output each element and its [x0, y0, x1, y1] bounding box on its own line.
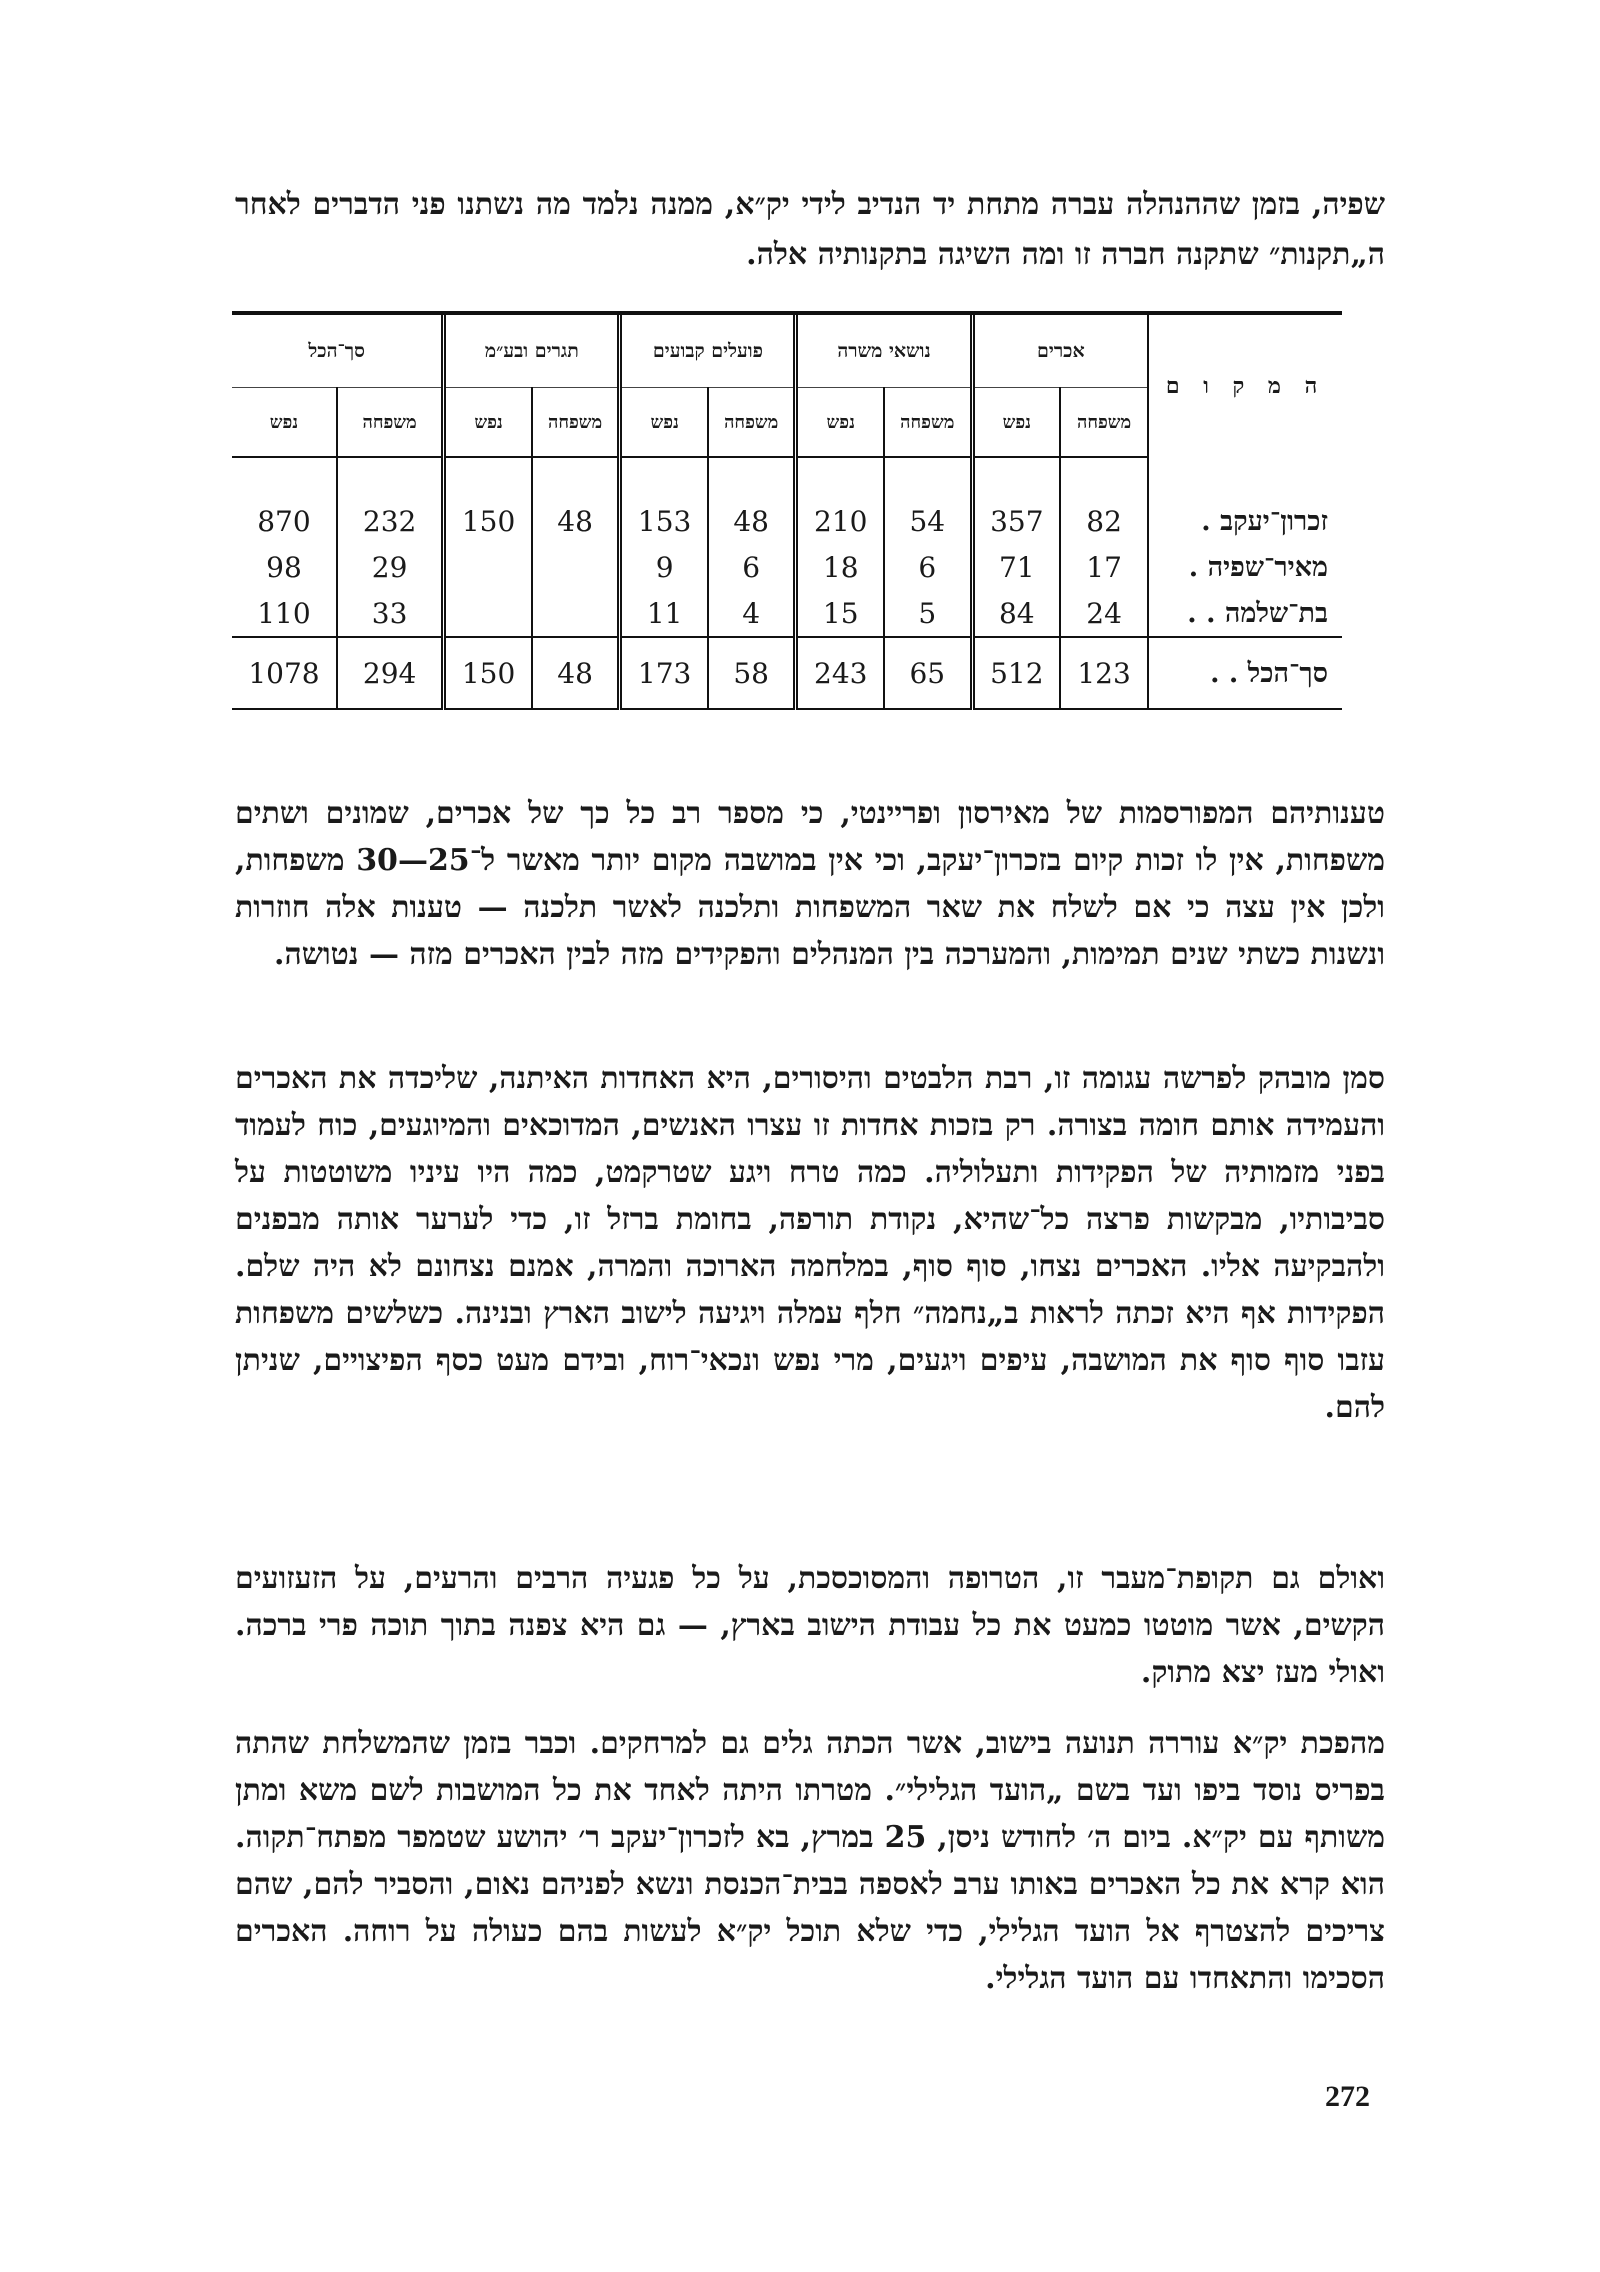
- table-cell: 357: [972, 498, 1060, 544]
- sub-header-family: משפחה: [532, 388, 620, 458]
- total-label: סך־הכל . .: [1148, 637, 1342, 709]
- group-header-farmers: אכרים: [972, 315, 1148, 388]
- sub-header-soul: נפש: [972, 388, 1060, 458]
- table-cell: [532, 590, 620, 637]
- row-place: בת־שלמה . .: [1148, 590, 1342, 637]
- table-cell: 110: [257, 596, 311, 630]
- row-place: מאיר־שפיה .: [1148, 544, 1342, 590]
- table-cell: 65: [884, 637, 972, 709]
- table-cell: 512: [972, 637, 1060, 709]
- table-cell: 11: [620, 590, 708, 637]
- table-cell: 6: [884, 544, 972, 590]
- table-cell: 4: [708, 590, 796, 637]
- body-paragraph: טענותיהם המפורסמות של מאירסון ופריינטי, כי מספר רב כל כך של אכרים, שמונים ושתים משפחות, אין לו זכות קיום בזכרון־יעקב, וכי אין במושבה מקום יותר מאשר ל־25—30 משפחות, ולכן אין עצה כי אם לשלח את שאר המשפחות ותלכנה לאשר תלכנה — טענות אלה חוזרות ונשנות כשתי שנים תמימות, והמערכה בין המנהלים והפקידים מזה לבין האכרים מזה — נטושה.: [235, 796, 1385, 972]
- table-cell: 294: [337, 637, 444, 709]
- table-cell: 18: [796, 544, 884, 590]
- row-place: זכרון־יעקב .: [1148, 498, 1342, 544]
- sub-header-family: משפחה: [884, 388, 972, 458]
- table-cell: 9: [620, 544, 708, 590]
- statistics-table: [232, 315, 1342, 710]
- table-total-row: [232, 637, 1342, 709]
- place-column-header: ה מ ק ו ם: [1148, 315, 1342, 457]
- sub-header-soul: נפש: [232, 388, 337, 458]
- sub-header-family: משפחה: [337, 388, 444, 458]
- body-paragraph: מהפכת יק״א עוררה תנועה בישוב, אשר הכתה גלים גם למרחקים. וכבר בזמן שהמשלחת שהתה בפריס נוסד ביפו ועד בשם „הועד הגלילי״. מטרתו היתה לאחד את כל המושבות לשם משא ומתן משותף עם יק״א. ביום ה׳ לחודש ניסן, 25 במרץ, בא לזכרון־יעקב ר׳ יהושע שטמפר מפתח־תקוה. הוא קרא את כל האכרים באותו ערב לאספה בבית־הכנסת ונשא לפניהם נאום, והסביר להם, שהם צריכים להצטרף אל הועד הגלילי, כדי שלא תוכל יק״א לעשות בהם כעולה על רוחה. האכרים הסכימו והתאחדו עם הועד הגלילי.: [235, 1726, 1385, 1996]
- table-cell: 150: [444, 637, 532, 709]
- table-cell: 98: [266, 550, 302, 584]
- table-cell: 48: [532, 498, 620, 544]
- body-paragraph: סמן מובהק לפרשה עגומה זו, רבת הלבטים והיסורים, היא האחדות האיתנה, שליכדה את האכרים והעמידה אותם חומה בצורה. רק בזכות אחדות זו עצרו האנשים, המדוכאים והמיוגעים, כוח לעמוד בפני מזמותיה של הפקידות ותעלוליה. כמה טרח ויגע שטרקמט, כמה היו עיניו משוטטות על סביבותיו, מבקשות פרצה כל־שהיא, נקודת תורפה, בחומת ברזל זו, כדי לערער אותה מבפנים ולהבקיעה אליו. האכרים נצחו, סוף סוף, במלחמה הארוכה והמרה, אמנם נצחונם לא היה שלם. הפקידות אף היא זכתה לראות ב„נחמה״ חלף עמלה ויגיעה לישוב הארץ ובנינה. כשלשים משפחות עזבו סוף סוף את המושבה, עיפים ויגעים, מרי נפש ונכאי־רוח, ובידם מעט כסף הפיצויים, שניתן להם.: [235, 1061, 1385, 1425]
- table-cell: 48: [708, 498, 796, 544]
- table-cell: 870: [257, 504, 311, 538]
- table-cell: 5: [884, 590, 972, 637]
- table-row: [232, 590, 1342, 637]
- sub-header-soul: נפש: [444, 388, 532, 458]
- intro-paragraph: שפיה, בזמן שההנהלה עברה מתחת יד הנדיב לידי יק״א, ממנה נלמד מה נשתנו פני הדברים לאחר ה„תקנות״ שתקנה חברה זו ומה השיגה בתקנותיה אלה.: [235, 187, 1385, 272]
- group-header-merchants: תגרים ובע״מ: [444, 315, 620, 388]
- group-header-permanent-workers: פועלים קבועים: [620, 315, 796, 388]
- table-cell: 243: [796, 637, 884, 709]
- table-cell: 24: [1060, 590, 1148, 637]
- table-cell: 1078: [232, 637, 337, 709]
- table-cell: 71: [972, 544, 1060, 590]
- table-cell: 15: [796, 590, 884, 637]
- table-cell: 33: [337, 590, 444, 637]
- table-cell: 150: [444, 498, 532, 544]
- table-cell: [532, 544, 620, 590]
- page-number: 272: [1325, 2080, 1370, 2113]
- table-row: [232, 544, 1342, 590]
- table-cell: 29: [337, 544, 444, 590]
- table-cell: [444, 544, 532, 590]
- sub-header-soul: נפש: [620, 388, 708, 458]
- settlement-statistics-table: [232, 311, 1342, 710]
- table-cell: 153: [620, 498, 708, 544]
- table-cell: 17: [1060, 544, 1148, 590]
- table-cell: [444, 590, 532, 637]
- table-row: [232, 498, 1342, 544]
- table-cell: 48: [532, 637, 620, 709]
- table-cell: 6: [708, 544, 796, 590]
- body-paragraph: ואולם גם תקופת־מעבר זו, הטרופה והמסוכסכת, על כל פגעיה הרבים והרעים, על הזעזועים הקשים, אשר מוטטו כמעט את כל עבודת הישוב בארץ, — גם היא צפנה בתוך תוכה פרי ברכה. ואולי מעז יצא מתוק.: [235, 1561, 1385, 1690]
- table-cell: 82: [1060, 498, 1148, 544]
- table-cell: 123: [1060, 637, 1148, 709]
- table-cell: 54: [884, 498, 972, 544]
- table-cell: 210: [796, 498, 884, 544]
- table-cell: 173: [620, 637, 708, 709]
- sub-header-soul: נפש: [796, 388, 884, 458]
- group-header-officials: נושאי משרה: [796, 315, 972, 388]
- table-cell: 84: [972, 590, 1060, 637]
- sub-header-family: משפחה: [1060, 388, 1148, 458]
- sub-header-family: משפחה: [708, 388, 796, 458]
- table-cell: 232: [337, 498, 444, 544]
- group-header-total: סך־הכל: [232, 315, 444, 388]
- table-cell: 58: [708, 637, 796, 709]
